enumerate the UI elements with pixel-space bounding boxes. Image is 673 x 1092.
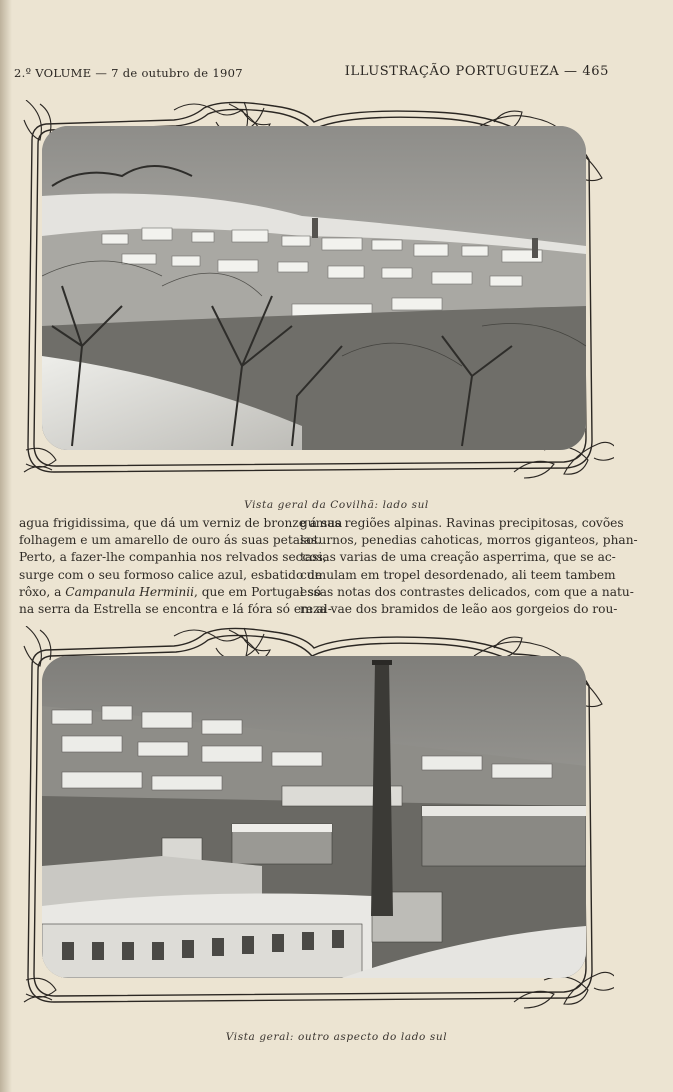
text-line: surge com o seu formoso calice azul, esbatido de — [19, 567, 323, 582]
plate-2-caption: Vista geral: outro aspecto do lado sul — [225, 1031, 448, 1043]
text-line: reza vae dos bramidos de leão aos gorgeios do rou- — [300, 601, 618, 616]
page-header — [14, 64, 609, 84]
publication-title-page-number: ILLUSTRAÇÃO PORTUGUEZA — 465 — [344, 64, 609, 79]
text-line: agua frigidissima, que dá um verniz de bronze á sua — [19, 516, 343, 530]
photo-plate-1 — [14, 100, 614, 490]
text-fragment: , que em Portugal só — [193, 584, 322, 599]
text-line: na serra da Estrella se encontra e lá fóra só em al- — [19, 601, 332, 616]
species-name: Campanula Herminii — [65, 584, 194, 599]
photo-plate-2 — [14, 626, 614, 1022]
text-line: gumas regiões alpinas. Ravinas precipitosas, covões — [300, 516, 624, 530]
text-line: soturnos, penedias cahoticas, morros giganteos, phan- — [300, 533, 638, 548]
text-line: folhagem e um amarello de ouro ás suas petalas. — [19, 533, 322, 548]
text-line: Perto, a fazer-lhe companhia nos relvados seccos, — [19, 550, 327, 565]
photo-covilha-south-view — [42, 126, 586, 450]
text-line: cumulam em tropel desordenado, ali teem tambem — [300, 567, 616, 582]
photo-covilha-south-other-aspect — [42, 656, 586, 978]
text-column-right — [300, 515, 638, 618]
page-gutter-shadow — [0, 0, 12, 1092]
text-column-left — [19, 515, 343, 618]
text-line: essas notas dos contrastes delicados, com que a natu- — [300, 584, 634, 599]
text-fragment: rôxo, a — [19, 584, 62, 599]
text-line-with-species — [19, 584, 322, 601]
volume-date: 2.º VOLUME — 7 de outubro de 1907 — [14, 66, 243, 80]
text-line: tasias varias de uma creação asperrima, que se ac- — [300, 550, 616, 565]
plate-1-caption: Vista geral da Covilhã: lado sul — [244, 499, 429, 511]
